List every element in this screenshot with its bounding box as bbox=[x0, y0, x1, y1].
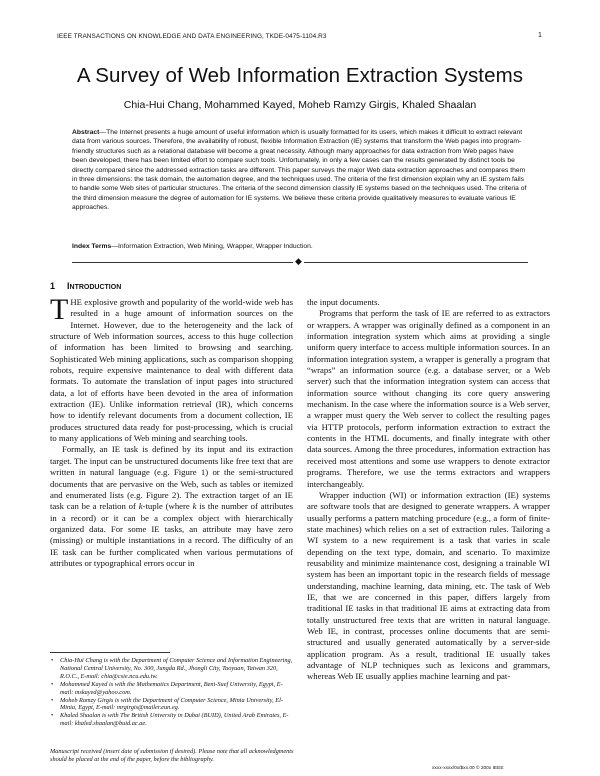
paragraph-ie-task-c: is the number of attributes in a record) or it can be a complex object with hierarchically organized data. For some IE tasks, an attribute may have zero (missing) or multiple instantiations in a record. The difficulty of an IE task can be further complicated when various permutations of attributes or typographical errors occur in bbox=[50, 501, 293, 568]
paragraph-ie-task bbox=[50, 444, 293, 569]
paragraph-wrappers: Programs that perform the task of IE are referred to as extractors or wrappers. A wrapper was originally defined as a component in an information integration system which aims at providing a single uniform query interface to access multiple information sources. In an information integration system, a wrapper is generally a program that “wraps” an information source (e.g. a database server, or a Web server) such that the information integration system can access that information source without changing its core query answering mechanism. In the case where the information source is a Web server, a wrapper must query the Web server to collect the resulting pages via HTTP protocols, perform information extraction to extract the contents in the HTML documents, and finally integrate with other data sources. Among the three procedures, information extraction has received most attentions and some use wrappers to denote extractor programs. Therefore, we use the terms extractors and wrappers interchangeably. bbox=[307, 308, 550, 489]
author-footnotes bbox=[50, 657, 295, 728]
section-number: 1 bbox=[50, 281, 56, 291]
variable-k-2: k bbox=[192, 501, 197, 512]
paragraph-intro bbox=[50, 293, 293, 444]
diamond-icon: ◆ bbox=[295, 256, 302, 266]
footnote-rule bbox=[50, 652, 170, 653]
abstract-label: Abstract bbox=[72, 129, 100, 136]
footnote-item: • Khaled Shaalan is with The British University in Dubai (BUID), United Arab Emirates, E-mail: khaled.shaalan@buid.ac.ae. bbox=[60, 712, 295, 728]
paper-title: A Survey of Web Information Extraction Systems bbox=[76, 64, 524, 87]
paragraph-wrapper-induction: Wrapper induction (WI) or information extraction (IE) systems are software tools that are designed to generate wrappers. A wrapper usually performs a pattern matching procedure (e.g., a form of finite-state machines) which relies on a set of extraction rules. Tailoring a WI system to a new requirement is a task that varies in scale depending on the text type, domain, and scenario. To maximize reusability and minimize maintenance cost, designing a trainable WI system has been an important topic in the research fields of message understanding, machine learning, data mining, etc. The task of Web IE, that we are concerned in this paper, differs largely from traditional IE tasks in that traditional IE aims at extracting data from totally unstructured free texts that are written in natural language. Web IE, in contrast, processes online documents that are semi-structured and usually generated automatically by a server-side application program. As a result, traditional IE usually takes advantage of NLP techniques such as lexicons and grammars, whereas Web IE usually applies machine learning and pat- bbox=[307, 489, 550, 682]
paragraph-ie-task-a: Formally, an IE task is defined by its input and its extraction target. The input can be unstructured documents like free text that are written in natural language (e.g. Figure 1) or the semi-structured documents that are pervasive on the Web, such as tables or itemized and enumerated lists (e.g. Figure 2). The extraction target of an IE task can be a relation of bbox=[50, 444, 293, 512]
paragraph-continuation: the input documents. bbox=[307, 297, 380, 307]
drop-cap: T bbox=[50, 293, 69, 326]
section-title-initial: I bbox=[67, 281, 70, 291]
footnote-item: • Moheb Ramzy Girgis is with the Department of Computer Science, Minia University, El-Minia, Egypt, E-mail: mrgirgis@mailer.eun.eg. bbox=[60, 697, 295, 713]
footnote-item: • Mohammed Kayed is with the Mathematics Department, Beni-Suef University, Egypt, E-mail: mskayed@yahoo.com. bbox=[60, 681, 295, 697]
paragraph-intro-text: HE explosive growth and popularity of the world-wide web has resulted in a huge amount of information sources on the Internet. However, due to the heterogeneity and the lack of structure of Web information sources, access to this huge collection of information has been limited to browsing and searching. Sophisticated Web mining applications, such as comparison shopping robots, require expensive maintenance to deal with different data formats. To automate the translation of input pages into structured data, a lot of efforts have been devoted in the area of information extraction (IE). Unlike information retrieval (IR), which concerns how to identify relevant documents from a document collection, IE produces structured data ready for post-processing, which is crucial to many applications of Web mining and searching tools. bbox=[50, 297, 293, 444]
abstract bbox=[72, 128, 528, 213]
body-column-left bbox=[50, 293, 293, 569]
index-terms-text: —Information Extraction, Web Mining, Wrapper, Wrapper Induction. bbox=[111, 243, 313, 250]
running-header: IEEE TRANSACTIONS ON KNOWLEDGE AND DATA ENGINEERING, TKDE-0475-1104.R3 bbox=[57, 33, 327, 40]
section-heading-introduction bbox=[50, 281, 121, 291]
page-number: 1 bbox=[538, 32, 542, 39]
abstract-text: —The Internet presents a huge amount of useful information which is usually formatted for its users, which makes it difficult to extract relevant data from various sources. Therefore, the availability of robust, flexible Information Extraction (IE) systems that transform the Web pages into program-friendly structures such as a relational database will become a great necessity. Although many approaches for data extraction from Web pages have been developed, there has been limited effort to compare such tools. Unfortunately, in only a few cases can the results generated by distinct tools be directly compared since the addressed extraction tasks are different. This paper surveys the major Web data extraction approaches and compares them in three dimensions: the task domain, the automation degree, and the techniques used. The criteria of the first dimension explain why an IE system fails to handle some Web sites of particular structures. The criteria of the second dimension classify IE systems based on the techniques used. The criteria of the third dimension measure the degree of automation for IE systems. We believe these criteria provide qualitatively measures to evaluate various IE approaches. bbox=[72, 129, 527, 212]
paragraph-ie-task-b: -tuple (where bbox=[142, 501, 193, 512]
copyright-footer: xxxx-xxxx/0x/$xx.00 © 200x IEEE bbox=[432, 766, 504, 771]
footnote-item: • Chia-Hui Chang is with the Department of Computer Science and Information Engineering, National Central University, No. 300, Jungda Rd., Jhongli City, Taoyuan, Taiwan 320, R.O.C., E-mail: chia@csie.ncu.edu.tw. bbox=[60, 657, 295, 681]
author-list: Chia-Hui Chang, Mohammed Kayed, Moheb Ramzy Girgis, Khaled Shaalan bbox=[123, 99, 477, 111]
variable-k: k bbox=[138, 501, 143, 512]
index-terms bbox=[72, 242, 528, 251]
body-column-right bbox=[307, 297, 550, 683]
manuscript-note: Manuscript received (insert date of submission if desired). Please note that all acknowledgments should be placed at the end of the paper, before the bibliography. bbox=[50, 748, 294, 763]
section-title-rest: NTRODUCTION bbox=[69, 284, 122, 291]
index-terms-label: Index Terms bbox=[72, 243, 112, 250]
